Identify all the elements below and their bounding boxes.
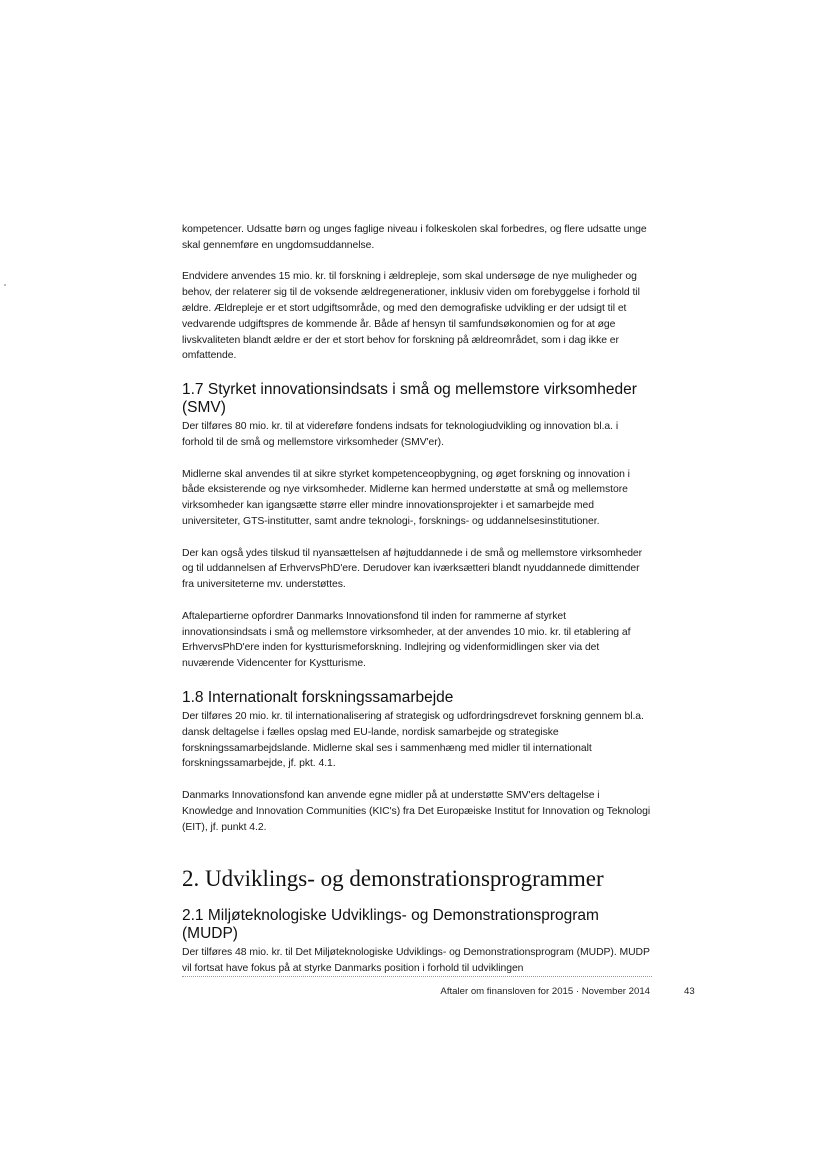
section-heading-1-7: 1.7 Styrket innovationsindsats i små og mellemstore virksomheder (SMV): [182, 381, 637, 417]
section-heading-1-8: 1.8 Internationalt forskningssamarbejde: [182, 688, 454, 706]
page-body: [182, 222, 652, 977]
paragraph: Der tilføres 48 mio. kr. til Det Miljøteknologiske Udviklings- og Demonstrationsprogram (MUDP). MUDP vil fortsat have fokus på at styrke Danmarks position i forhold til udviklingen: [182, 947, 650, 975]
scan-artifact: [4, 284, 6, 286]
paragraph: Aftalepartierne opfordrer Danmarks Innovationsfond til inden for rammerne af styrket innovationsindsats i små og mellemstore virksomheder, at der anvendes 10 mio. kr. til etablering af ErhvervsPhD'ere inden for kystturismeforskning. Indlejring og videnformidlingen sker via det nuværende Videncenter for Kystturisme.: [182, 610, 631, 670]
chapter-heading-2: 2. Udviklings- og demonstrationsprogrammer: [182, 866, 604, 892]
footer-text: Aftaler om finansloven for 2015 · November 2014: [440, 986, 650, 997]
page-number: 43: [684, 986, 695, 997]
footer-divider: [182, 976, 652, 977]
paragraph: Midlerne skal anvendes til at sikre styrket kompetenceopbygning, og øget forskning og innovation i både eksisterende og nye virksomheder. Midlerne kan hermed understøtte at små og mellemstore virksomheder kan igangsætte større eller mindre innovationsprojekter i et samarbejde med universiteter, GTS-institutter, samt andre teknologi-, forsknings- og uddannelsesinstitutioner.: [182, 468, 630, 527]
section-heading-2-1: 2.1 Miljøteknologiske Udviklings- og Demonstrationsprogram (MUDP): [182, 907, 599, 943]
paragraph: kompetencer. Udsatte børn og unges faglige niveau i folkeskolen skal forbedres, og flere udsatte unge skal gennemføre en ungdomsuddannelse.: [182, 224, 647, 251]
paragraph: Der tilføres 80 mio. kr. til at videreføre fondens indsats for teknologiudvikling og innovation bl.a. i forhold til de små og mellemstore virksomheder (SMV'er).: [182, 421, 619, 448]
paragraph: Der tilføres 20 mio. kr. til internationalisering af strategisk og udfordringsdrevet forskning gennem bl.a. dansk deltagelse i fælles opslag med EU-lande, nordisk samarbejde og strategiske forskningssamarbejdslande. Midlerne skal ses i sammenhæng med midler til internationalt forskningssamarbejde, jf. pkt. 4.1.: [182, 710, 644, 770]
paragraph: Der kan også ydes tilskud til nyansættelsen af højtuddannede i de små og mellemstore virksomheder og til uddannelsen af ErhvervsPhD'ere. Derudover kan iværksætteri blandt nyuddannede dimittender fra universiteterne mv. understøttes.: [182, 547, 643, 591]
paragraph: Endvidere anvendes 15 mio. kr. til forskning i ældrepleje, som skal undersøge de nye muligheder og behov, der relaterer sig til de voksende ældregenerationer, inklusiv viden om forebyggelse i forhold til ældre. Ældrepleje er et stort udgiftsområde, og med den demografiske udvikling er der udsigt til et vedvarende udgiftspres de kommende år. Både af hensyn til samfundsøkonomien og for at øge livskvaliteten blandt ældre er der et stort behov for forskning på ældreområdet, som i dag ikke er omfattende.: [182, 271, 640, 362]
paragraph: Danmarks Innovationsfond kan anvende egne midler på at understøtte SMV'ers deltagelse i Knowledge and Innovation Communities (KIC's) fra Det Europæiske Institut for Innovation og Teknologi (EIT), jf. punkt 4.2.: [182, 789, 651, 833]
